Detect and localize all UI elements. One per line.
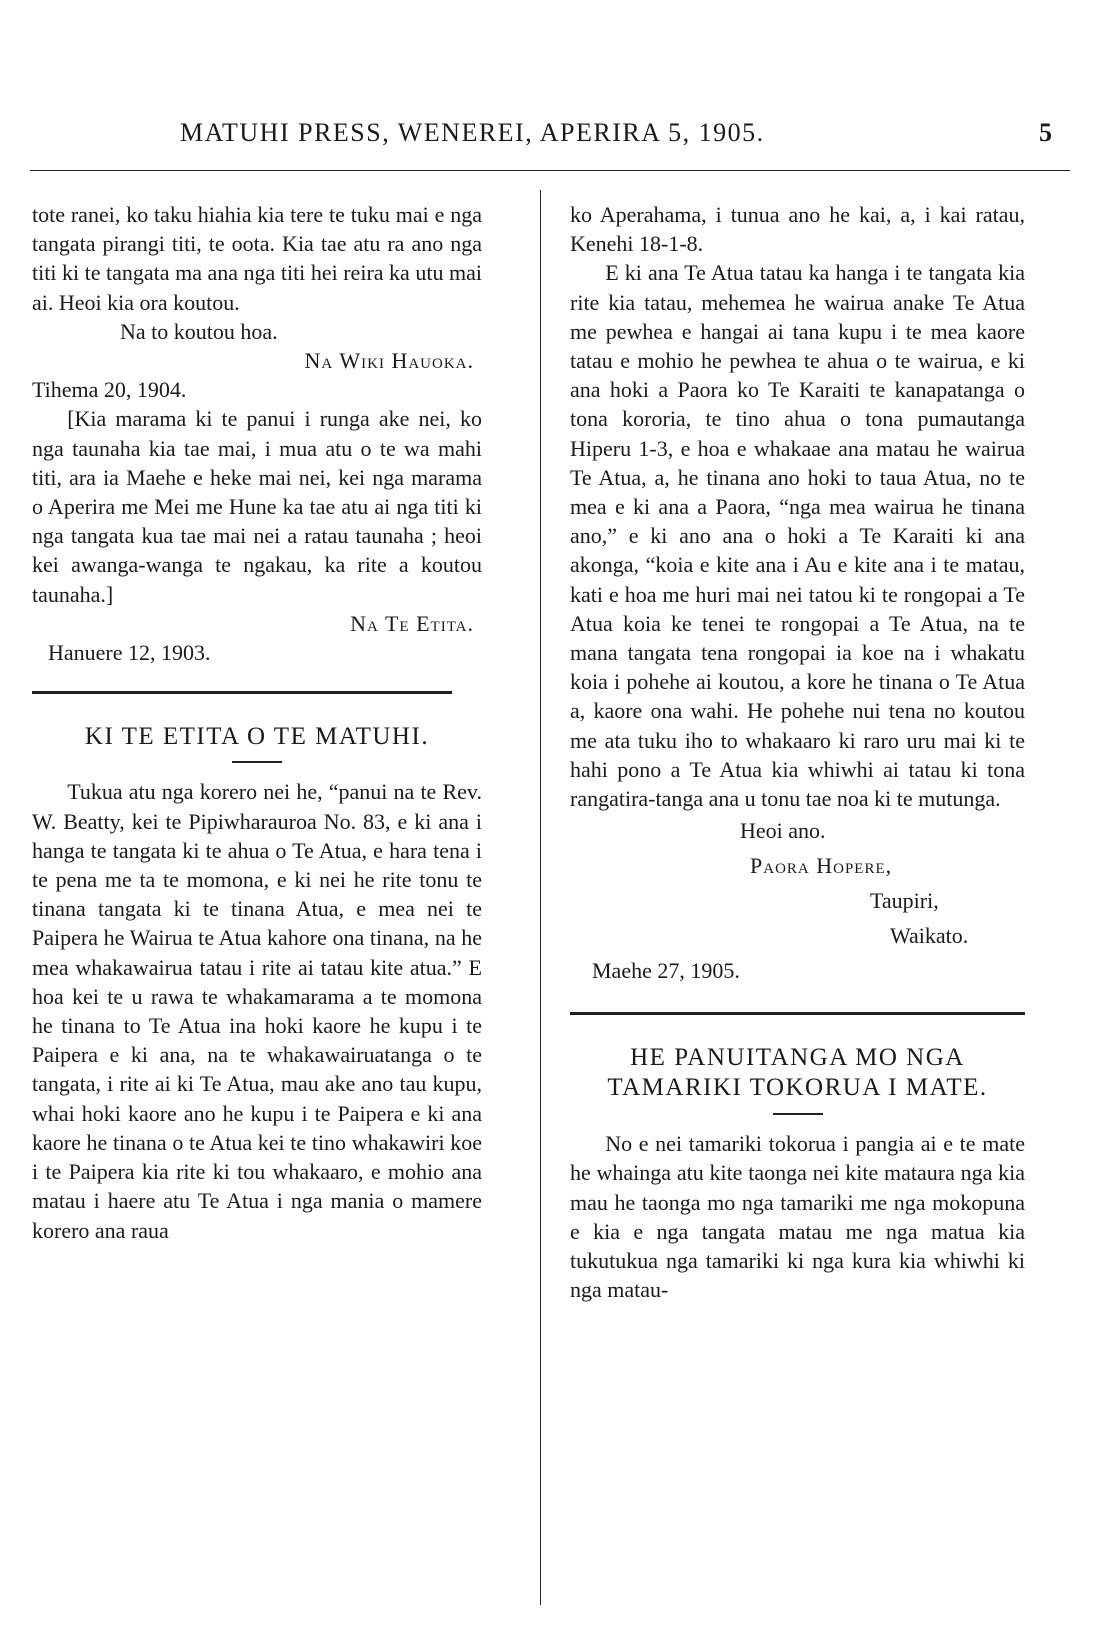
left-column bbox=[32, 200, 482, 1245]
right-column bbox=[570, 200, 1025, 1304]
letter-closing: Na to koutou hoa. bbox=[120, 318, 278, 344]
letter-date: Tihema 20, 1904. bbox=[32, 377, 187, 403]
letter-signature: Na Wiki Hauoka. bbox=[304, 348, 474, 374]
editor-signature: Na Te Etita. bbox=[350, 610, 474, 636]
page-number: 5 bbox=[1039, 118, 1052, 147]
notice-title-rule bbox=[773, 1113, 823, 1115]
section-title: KI TE ETITA O TE MATUHI. bbox=[84, 723, 430, 751]
right-para-2: E ki ana Te Atua tatau ka hanga i te tangata kia rite kia tatau, mehemea he wairua anake Te Atua me pewhea e hangai ai tana kupu i te mea kaore tatau e mohio he pewhea te ahua o te wairua, e ki ana hoki a Paora ko Te Karaiti te kanapatanga o tona kororia, te tino ahua o tona pumautanga Hiperu 1-3, e hoa e whakaae ana matau he wairua Te Atua, a, he tinana ano hoki to taua Atua, no te mea e ki ana a Paora, “nga mea wairua he tinana ano,” e ki ano ana o hoki a Te Karaiti ki ana akonga, “koia e kite ana i Au e kite ana i te matau, kati e hoa me huri mai nei tatou ki te rongopai a Te Atua koia ke tenei te rongopai a Te Atua, na te mana tangata tena rongopai ia koe na i whakatu koia i pohehe ai koutou, a kore he tinana o Te Atua a, kaore ona wahi. He pohehe nui tena no koutou me ata tuku iho to whakaaro ki raro uru mai ki te hahi pono a Te Atua kia whiwhi ai tatau ki tona rangatira-tanga ana u tonu tae noa ki te mutunga. bbox=[570, 260, 1025, 812]
right-signoff bbox=[570, 813, 1025, 988]
running-head: MATUHI PRESS, WENEREI, APERIRA 5, 1905. bbox=[180, 118, 765, 147]
article-text: Tukua atu nga korero nei he, “panui na te Rev. W. Beatty, kei te Pipiwharauroa No. 83, e ki ana i hanga te tangata ki te ahua o Te Atua, e hara tena i te pena me ta te momona, e ki nei he rite tonu te tinana tangata ki te tinana Atua, e mea nei te Paipera he Wairua te Atua kahore ona tinana, na he mea whakawairua tatau i rite ai tatau kite atua.” E hoa kei te u rawa te whakamarama a te momona he tinana to Te Atua ina hoki kaore he kupu i te Paipera e ki ana, na te whakawairuatanga o te tangata, i rite ai ki Te Atua, mau ake ano tau kupu, whai hoki kaore ano he kupu i te Paipera e ki ana kaore he tinana o te Atua kei te tino whakawiri koe i te Paipera kia rite ki tou whakaaro, e mohio ana matau i haere atu Te Atua i nga mania o mamere korero ana raua bbox=[32, 779, 482, 1243]
editor-date: Hanuere 12, 1903. bbox=[48, 640, 211, 666]
header-rule bbox=[30, 170, 1070, 171]
page-header bbox=[140, 118, 1070, 158]
notice-text: No e nei tamariki tokorua i pangia ai e te mate he whainga atu kite taonga nei kite mataura nga kia mau he taonga mo nga tamariki me nga mokopuna e kia e nga tangata matau me nga matua kia tukutukua nga tamariki ki nga kura kia whiwhi ki nga matau- bbox=[570, 1131, 1025, 1303]
right-signature: Paora Hopere, bbox=[750, 853, 893, 879]
notice-title-line2: TAMARIKI TOKORUA I MATE. bbox=[607, 1074, 988, 1102]
right-place-2: Waikato. bbox=[890, 923, 969, 949]
editor-note: [Kia marama ki te panui i runga ake nei, ko nga taunaha kia tae mai, i mua atu o te wa mahi titi, ara ia Maehe e heke mai nei, kei nga marama o Aperira me Mei me Hune ka tae atu ai nga titi ki nga tangata kua tae mai nei a ratau taunaha ; heoi kei awanga-wanga te ngakau, ka rite a koutou taunaha.] bbox=[32, 406, 482, 607]
notice-title-line1: HE PANUITANGA MO NGA bbox=[630, 1044, 965, 1072]
right-closing: Heoi ano. bbox=[740, 818, 826, 844]
right-para-1: ko Aperahama, i tunua ano he kai, a, i kai ratau, Kenehi 18-1-8. bbox=[570, 202, 1025, 257]
right-place-1: Taupiri, bbox=[870, 888, 939, 914]
column-divider bbox=[540, 190, 541, 1605]
right-section-rule bbox=[570, 1012, 1025, 1015]
title-rule bbox=[232, 761, 282, 763]
right-date: Maehe 27, 1905. bbox=[592, 958, 740, 984]
section-rule bbox=[32, 691, 452, 694]
letter-end-text: tote ranei, ko taku hiahia kia tere te tuku mai e nga tangata pirangi titi, te oota. Kia tae atu ra ano nga titi ki te tangata ma ana nga titi hei reira ka utu mai ai. Heoi kia ora koutou. bbox=[32, 202, 482, 315]
